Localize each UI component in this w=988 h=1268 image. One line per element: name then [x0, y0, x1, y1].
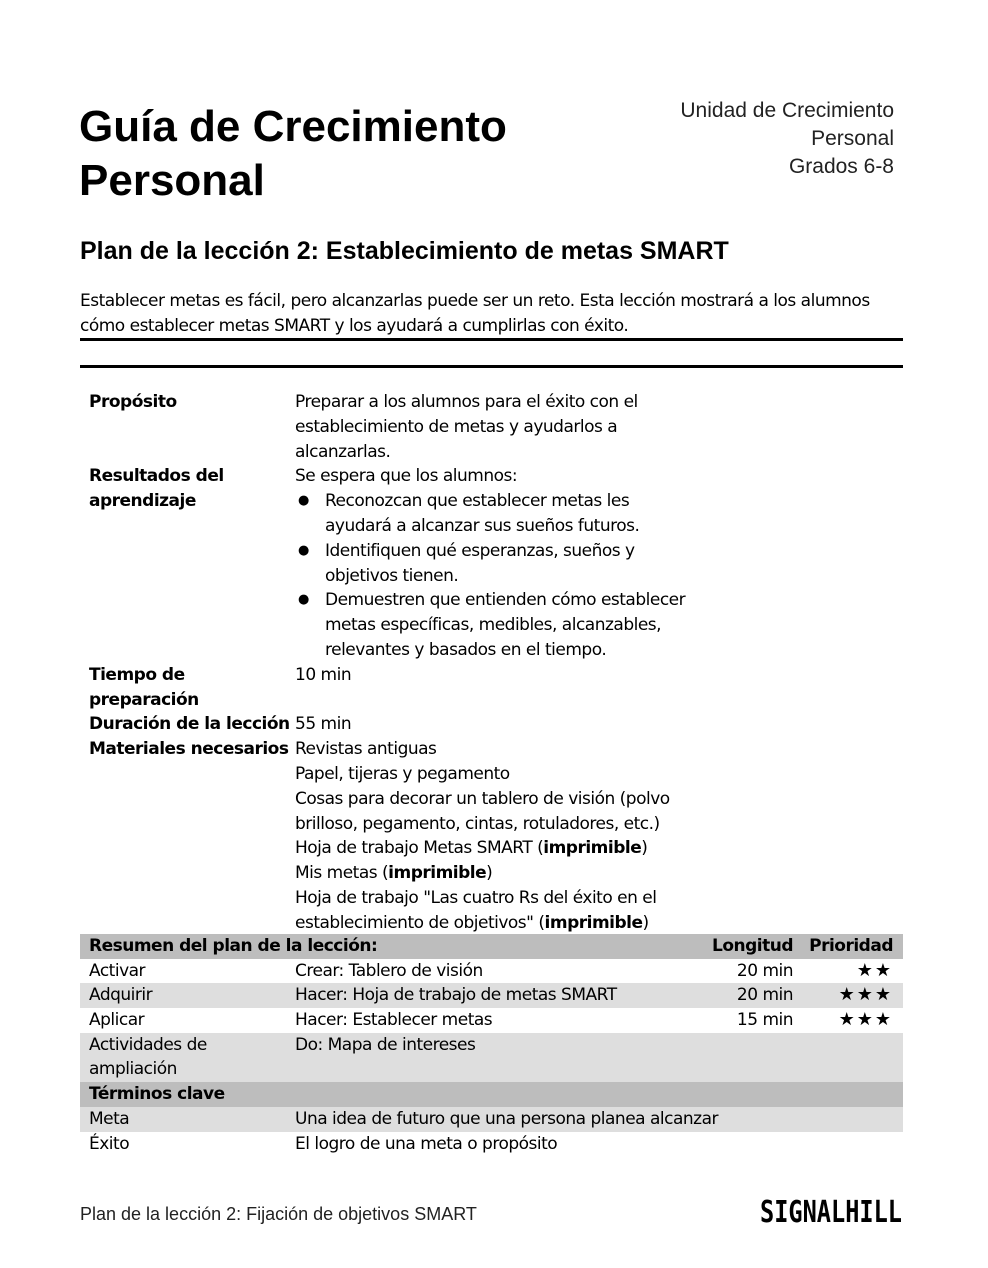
duration-value: 55 min	[295, 714, 352, 735]
outcomes-intro: Se espera que los alumnos:	[295, 466, 518, 487]
material-item: Revistas antiguas	[295, 739, 437, 760]
materials-row	[80, 737, 903, 935]
outcomes-value	[295, 464, 695, 662]
printable-link: imprimible	[544, 912, 643, 933]
table-row	[80, 959, 903, 984]
material-item: Cosas para decorar un tablero de visión (polvo brilloso, pegamento, cintas, rotuladores, etc.)	[295, 788, 670, 834]
footer-text: Plan de la lección 2: Fijación de objetivos SMART	[80, 1204, 477, 1224]
activity-cell: Crear: Tablero de visión	[295, 960, 483, 981]
title-line-2: Personal	[79, 156, 265, 205]
lesson-info-table	[80, 390, 903, 936]
list-item: ● Demuestren que entienden cómo establecer metas específicas, medibles, alcanzables, relevantes y basados en el tiempo.	[295, 588, 695, 662]
material-item: Papel, tijeras y pegamento	[295, 763, 510, 784]
outcomes-row	[80, 464, 903, 662]
priority-header: Prioridad	[809, 936, 893, 956]
printable-link: imprimible	[543, 838, 642, 859]
table-row	[80, 1008, 903, 1033]
phase-cell: Adquirir	[89, 985, 153, 1006]
material-text: Hoja de trabajo Metas SMART (	[295, 838, 544, 859]
printable-link: imprimible	[388, 863, 487, 884]
prep-label: Tiempo de preparación	[89, 664, 199, 710]
duration-label: Duración de la lección	[89, 714, 290, 735]
extension-label: Actividades de ampliación	[89, 1034, 207, 1080]
length-header: Longitud	[711, 936, 793, 956]
extension-value: Do: Mapa de intereses	[295, 1034, 476, 1055]
material-text: )	[641, 838, 648, 859]
prep-row	[80, 663, 903, 713]
signalhill-logo	[760, 1186, 902, 1230]
table-row	[80, 1107, 903, 1132]
extension-row	[80, 1033, 903, 1082]
document-title	[79, 100, 639, 208]
divider-top	[80, 338, 903, 341]
title-line-1: Guía de Crecimiento	[79, 102, 507, 151]
list-item: ● Reconozcan que establecer metas les ayudará a alcanzar sus sueños futuros.	[295, 489, 695, 539]
phase-cell: Aplicar	[89, 1010, 145, 1031]
unit-line-2: Personal	[811, 127, 894, 150]
material-text: Hoja de trabajo "Las cuatro Rs del éxito en el establecimiento de objetivos" (	[295, 887, 657, 933]
prep-value: 10 min	[295, 664, 352, 685]
materials-list	[295, 737, 695, 935]
key-terms-label: Términos clave	[89, 1084, 225, 1105]
material-item	[295, 836, 695, 861]
purpose-label: Propósito	[89, 392, 177, 412]
duration-row	[80, 712, 903, 737]
material-text: Mis metas (	[295, 863, 389, 884]
phase-cell: Activar	[89, 960, 146, 981]
priority-stars-icon: ★★	[856, 959, 893, 981]
length-cell: 15 min	[736, 1010, 793, 1031]
table-row	[80, 983, 903, 1008]
priority-stars-icon: ★★★	[838, 1009, 893, 1031]
priority-stars-icon: ★★★	[838, 984, 893, 1006]
lesson-summary-table	[80, 934, 903, 1156]
summary-header-row	[80, 934, 903, 959]
length-cell: 20 min	[736, 960, 793, 981]
unit-grades: Grados 6-8	[788, 155, 894, 178]
material-item	[295, 861, 695, 886]
lesson-heading: Plan de la lección 2: Establecimiento de metas SMART	[80, 237, 729, 265]
table-row	[80, 1132, 903, 1157]
list-item: ● Identifiquen qué esperanzas, sueños y objetivos tienen.	[295, 539, 695, 589]
outcomes-list	[295, 489, 695, 663]
definition-cell: El logro de una meta o propósito	[295, 1133, 558, 1154]
material-item	[295, 886, 695, 936]
material-text: )	[642, 912, 649, 933]
divider-bottom	[80, 365, 903, 368]
outcomes-label: Resultados del aprendizaje	[89, 466, 224, 512]
material-text: )	[486, 863, 493, 884]
definition-cell: Una idea de futuro que una persona planea alcanzar	[295, 1108, 718, 1129]
materials-label: Materiales necesarios	[89, 739, 289, 760]
activity-cell: Hacer: Hoja de trabajo de metas SMART	[295, 985, 617, 1006]
length-cell: 20 min	[736, 985, 793, 1006]
term-cell: Meta	[89, 1108, 130, 1129]
key-terms-header-row	[80, 1082, 903, 1107]
unit-info	[680, 97, 894, 181]
logo-text: SIGNALHILL	[760, 1195, 902, 1230]
summary-header-label: Resumen del plan de la lección:	[89, 936, 378, 956]
term-cell: Éxito	[89, 1133, 130, 1154]
unit-line-1: Unidad de Crecimiento	[680, 99, 894, 122]
activity-cell: Hacer: Establecer metas	[295, 1010, 493, 1031]
lesson-intro: Establecer metas es fácil, pero alcanzarlas puede ser un reto. Esta lección mostrará a los alumnos cómo establecer metas SMART y los ayudará a cumplirlas con éxito.	[80, 291, 870, 336]
purpose-value: Preparar a los alumnos para el éxito con el establecimiento de metas y ayudarlos a alcanzarlas.	[295, 392, 638, 462]
purpose-row	[80, 390, 903, 464]
